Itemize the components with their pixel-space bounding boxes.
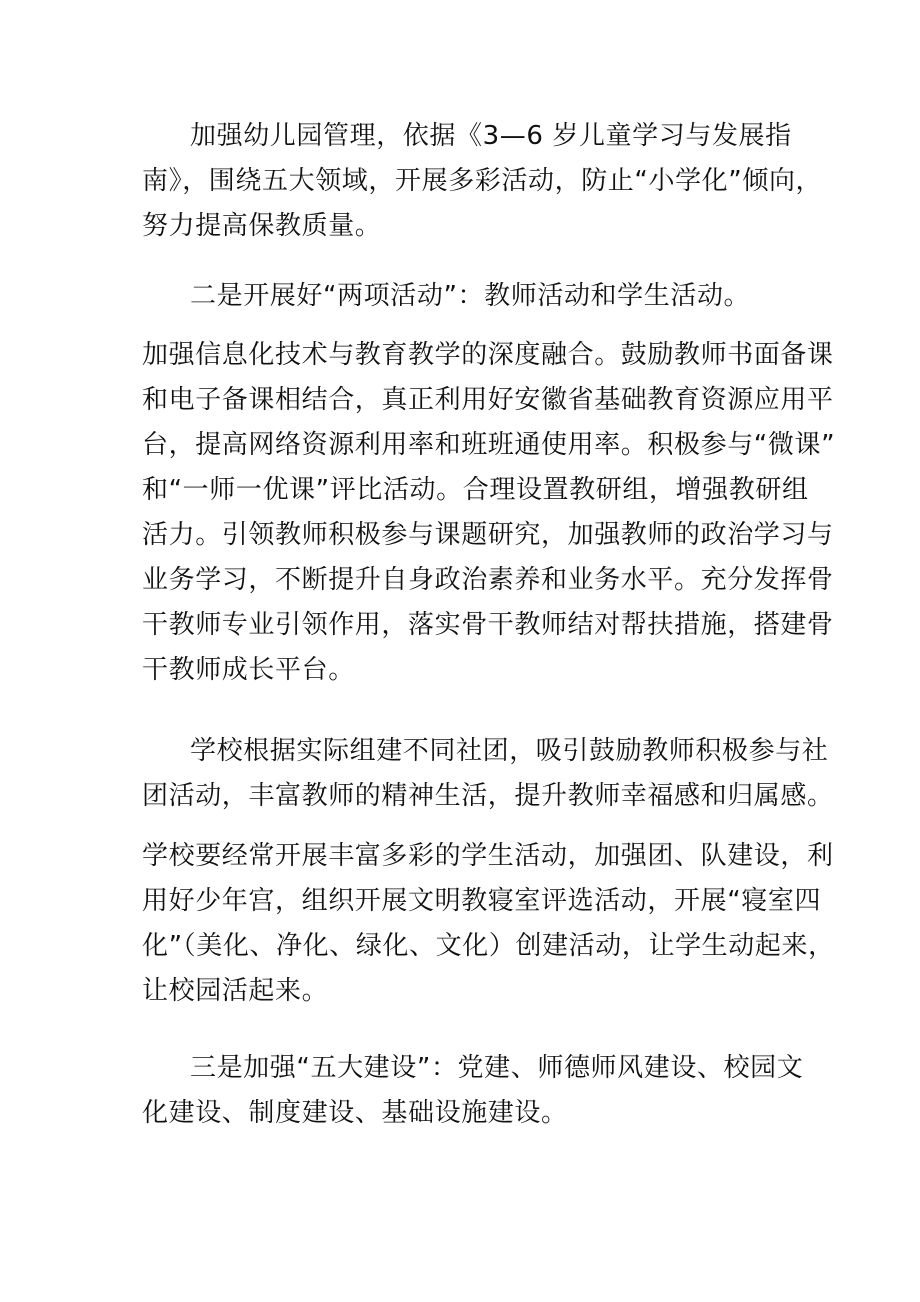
text-line: 加强信息化技术与教育教学的深度融合。鼓励教师书面备课 (142, 340, 834, 370)
paragraph-teacher-clubs (142, 729, 834, 819)
text-line: 南》，围绕五大领域，开展多彩活动，防止“小学化”倾向， (142, 166, 823, 196)
text-line: 用好少年宫，组织开展文明教寝室评选活动，开展“寝室四 (142, 886, 822, 916)
text-line: 化建设、制度建设、基础设施建设。 (142, 1098, 568, 1128)
text-line: 干教师专业引领作用，落实骨干教师结对帮扶措施，搭建骨 (142, 610, 834, 640)
text-line: 活力。引领教师积极参与课题研究，加强教师的政治学习与 (142, 520, 834, 550)
text-line: 和电子备课相结合，真正利用好安徽省基础教育资源应用平 (142, 385, 834, 415)
text-line: 二是开展好“两项活动”：教师活动和学生活动。 (190, 281, 751, 311)
text-line: 加强幼儿园管理，依据《3—6 岁儿童学习与发展指 (190, 121, 792, 151)
text-line: 让校园活起来。 (142, 976, 329, 1006)
text-line: 学校根据实际组建不同社团，吸引鼓励教师积极参与社 (190, 736, 829, 766)
text-line: 三是加强“五大建设”：党建、师德师风建设、校园文 (190, 1053, 804, 1083)
text-line: 化”（美化、净化、绿化、文化）创建活动，让学生动起来， (142, 931, 835, 961)
text-line: 学校要经常开展丰富多彩的学生活动，加强团、队建设，利 (142, 841, 834, 871)
paragraph-kindergarten-management (142, 114, 823, 249)
paragraph-student-activities (142, 834, 835, 1014)
text-line: 努力提高保教质量。 (142, 211, 382, 241)
text-line: 业务学习，不断提升自身政治素养和业务水平。充分发挥骨 (142, 565, 834, 595)
paragraph-teacher-activities (142, 333, 836, 693)
text-line: 台，提高网络资源利用率和班班通使用率。积极参与“微课” (142, 430, 836, 460)
paragraph-five-constructions (142, 1046, 804, 1136)
text-line: 干教师成长平台。 (142, 655, 355, 685)
text-line: 和“一师一优课”评比活动。合理设置教研组，增强教研组 (142, 475, 809, 505)
text-line: 团活动，丰富教师的精神生活，提升教师幸福感和归属感。 (142, 781, 834, 811)
paragraph-two-activities-heading (142, 274, 782, 319)
